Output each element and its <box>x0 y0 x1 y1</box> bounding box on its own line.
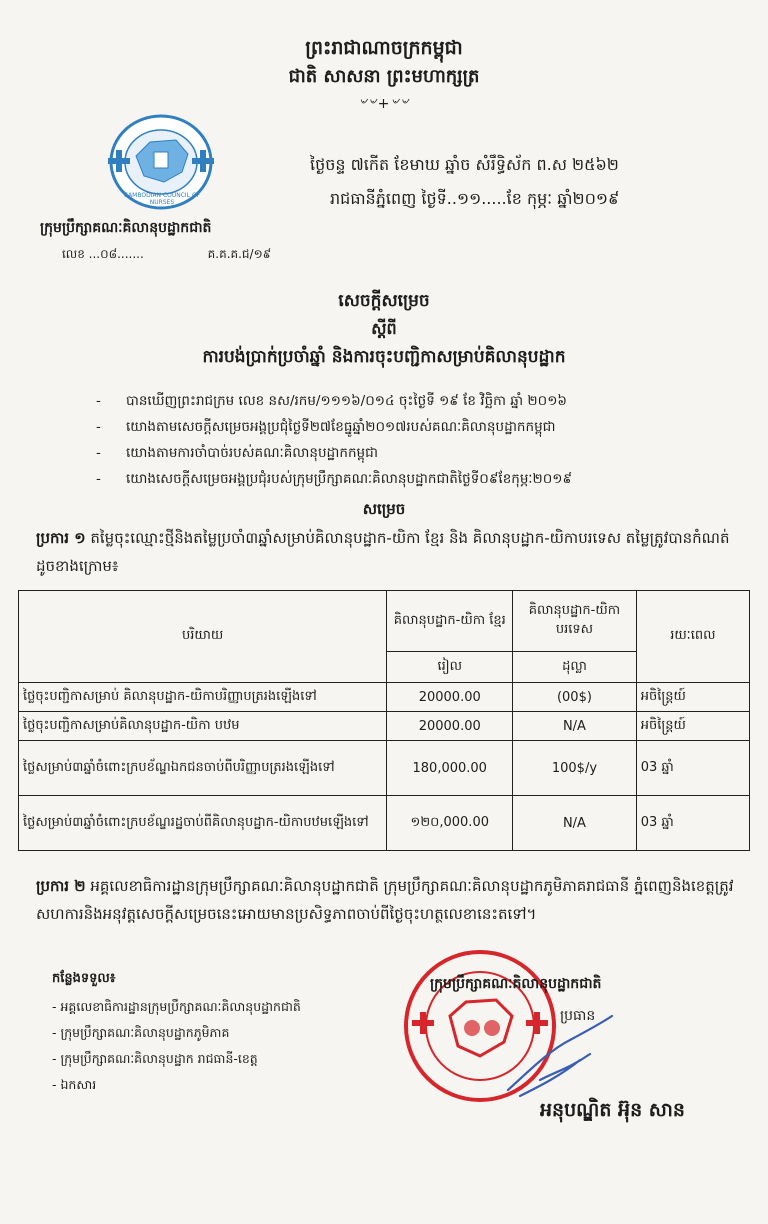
table-row: ថ្លៃសម្រាប់៣ឆ្នាំចំពោះក្របខ័ណ្ឌរដ្ឋចាប់ពីគិលានុបដ្ឋាក-យិកាបឋមឡើងទៅ ១២០,000.00 N/A 03 ឆ្នាំ <box>19 796 750 851</box>
handwritten-signature-icon <box>500 1010 620 1100</box>
signatory-role: ប្រធាន <box>560 1008 596 1024</box>
considerations-list <box>96 388 716 492</box>
table-row: ថ្លៃចុះបញ្ជិកាសម្រាប់គិលានុបដ្ឋាក-យិកា បឋម 20000.00 N/A អចិន្ត្រៃយ៍ <box>19 712 750 741</box>
reference-code: គ.គ.គ.ជ/១៩ <box>207 247 272 261</box>
decides-heading: សម្រេច <box>362 500 406 518</box>
header-khmer: គិលានុបដ្ឋាក-យិកា ខ្មែរ <box>387 591 513 652</box>
recipients-list <box>52 994 301 1098</box>
kingdom-heading: ព្រះរាជាណាចក្រកម្ពុជា <box>305 37 463 59</box>
unit-foreign: ដុល្លា <box>513 652 637 683</box>
list-item: - យោងសេចក្តីសម្រេចអង្គប្រជុំរបស់ក្រុមប្រឹក្សាគណៈគិលានុបដ្ឋាកជាតិថ្ងៃទី០៩ខែកុម្ភៈ២០១៩ <box>96 471 573 487</box>
logo-caption: CAMBODIAN COUNCIL OF NURSES <box>123 192 201 206</box>
article-2 <box>36 872 736 928</box>
council-logo <box>102 112 220 212</box>
article-1-label: ប្រការ ១ <box>36 529 86 547</box>
table-row: ថ្លៃសម្រាប់៣ឆ្នាំចំពោះក្របខ័ណ្ឌឯកជនចាប់ពីបរិញ្ញាបត្ររងឡើងទៅ 180,000.00 100$/y 03 ឆ្នាំ <box>19 741 750 796</box>
national-motto: ជាតិ សាសនា ព្រះមហាក្សត្រ <box>288 66 480 87</box>
list-item: - យោងតាមសេចក្តីសម្រេចអង្គប្រជុំថ្ងៃទី២៧ខែធ្នូឆ្នាំ២០១៧របស់គណៈគិលានុបដ្ឋាកកម្ពុជា <box>96 419 556 435</box>
unit-khmer: រៀល <box>387 652 513 683</box>
ornament-divider: ৺৺+৺৺ <box>358 96 410 112</box>
header-duration: រយៈពេល <box>636 591 749 683</box>
table-row: ថ្លៃចុះបញ្ជិកាសម្រាប់ គិលានុបដ្ឋាក-យិកាបរិញ្ញាបត្ររងឡើងទៅ 20000.00 (00$) អចិន្ត្រៃយ៍ <box>19 683 750 712</box>
lunar-date: ថ្ងៃចន្ទ ៧កើត ខែមាឃ ឆ្នាំច សំរឹទ្ធិស័ក ព.ស ២៥៦២ <box>310 155 619 174</box>
city-date: រាជធានីភ្នំពេញ ថ្ងៃទី..១១.....ខែ កុម្ភៈ ឆ្នាំ២០១៩ <box>330 189 620 208</box>
recipients-title: កន្លែងទទួល៖ <box>52 971 116 986</box>
article-2-text: អគ្គលេខាធិការដ្ឋានក្រុមប្រឹក្សាគណៈគិលានុបដ្ឋាកជាតិ ក្រុមប្រឹក្សាគណៈគិលានុបដ្ឋាកភូមិភាគរាជធានី ភ្នំពេញនិងខេត្តត្រូវសហការនិងអនុវត្តសេចក្តីសម្រេចនេះអោយមានប្រសិទ្ធភាពចាប់ពីថ្ងៃចុះហត្ថលេខានេះតទៅ។ <box>36 877 734 923</box>
list-item: - យោងតាមការចាំបាច់របស់គណៈគិលានុបដ្ឋាកកម្ពុជា <box>96 445 378 461</box>
article-1-text: តម្លៃចុះឈ្មោះថ្មីនិងតម្លៃប្រចាំ៣ឆ្នាំសម្រាប់គិលានុបដ្ឋាក-យិកា ខ្មែរ និង គិលានុបដ្ឋាក-យិកាបរទេស តម្លៃត្រូវបានកំណត់ដូចខាងក្រោម៖ <box>36 529 730 575</box>
list-item: - ក្រុមប្រឹក្សាគណៈគិលានុបដ្ឋាក រាជធានី-ខេត្ត <box>52 1051 258 1066</box>
signatory-organization: ក្រុមប្រឹក្សាគណៈគិលានុបដ្ឋាកជាតិ <box>430 976 602 992</box>
list-item: - បានឃើញព្រះរាជក្រម លេខ នស/រកម/១១១៦/០១៤ ចុះថ្ងៃទី ១៩ ខែ វិច្ឆិកា ឆ្នាំ ២០១៦ <box>96 393 567 409</box>
header-foreign: គិលានុបដ្ឋាក-យិកា បរទេស <box>513 591 637 652</box>
reference-number: លេខ ...០៨....... <box>62 247 144 261</box>
fee-table <box>18 590 750 851</box>
document-title-about: ស្តីពី <box>371 319 397 338</box>
list-item: - អគ្គលេខាធិការដ្ឋានក្រុមប្រឹក្សាគណៈគិលានុបដ្ឋាកជាតិ <box>52 999 301 1014</box>
article-2-label: ប្រការ ២ <box>36 877 86 895</box>
issuer-org-name: ក្រុមប្រឹក្សាគណៈគិលានុបដ្ឋាកជាតិ <box>40 220 212 236</box>
document-title: សេចក្តីសម្រេច <box>338 291 430 311</box>
reference-line <box>62 246 312 264</box>
list-item: - ក្រុមប្រឹក្សាគណៈគិលានុបដ្ឋាកភូមិភាគ <box>52 1025 230 1040</box>
list-item: - ឯកសារ <box>52 1077 97 1092</box>
header-description: បរិយាយ <box>19 591 387 683</box>
signatory-name: អនុបណ្ឌិត អ៊ុន សាន <box>540 1099 685 1121</box>
article-1 <box>36 524 736 580</box>
document-subject: ការបង់ប្រាក់ប្រចាំឆ្នាំ និងការចុះបញ្ជិកាសម្រាប់គិលានុបដ្ឋាក <box>202 347 566 367</box>
